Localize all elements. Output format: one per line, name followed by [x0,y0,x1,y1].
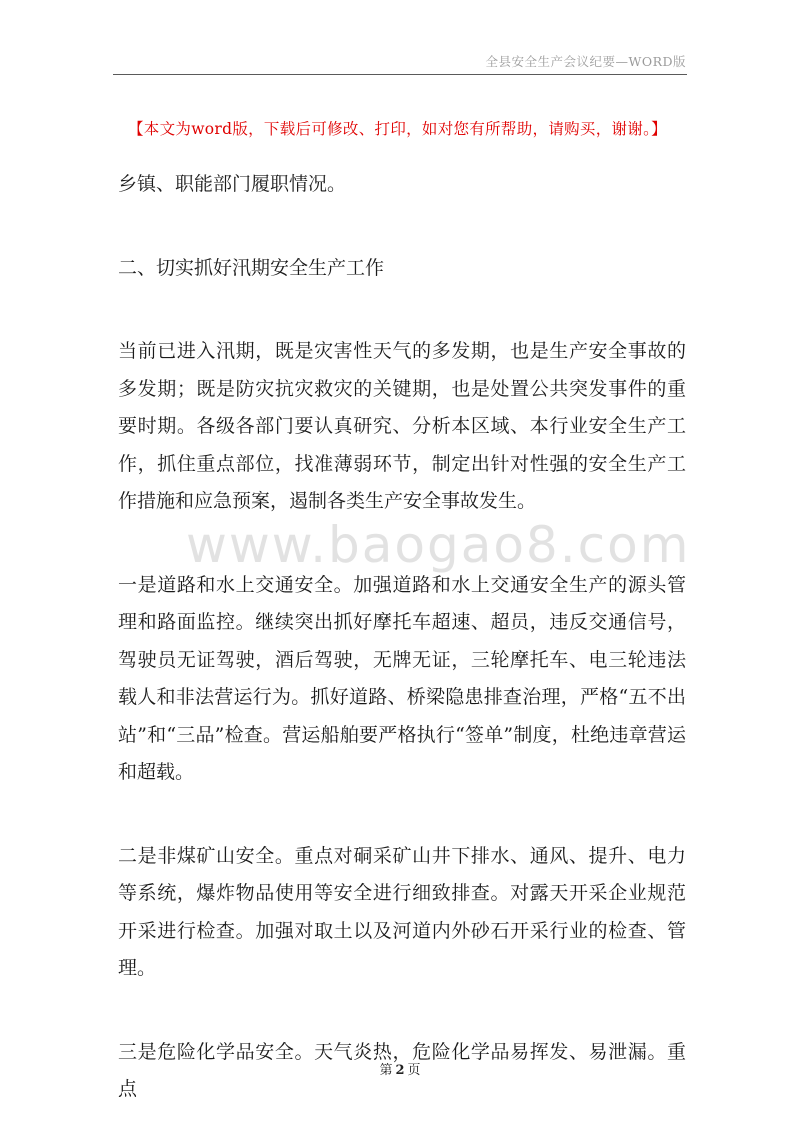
paragraph-chemical-safety: 三是危险化学品安全。天气炎热，危险化学品易挥发、易泄漏。重点 [118,1040,686,1100]
paragraph-flood-season: 当前已进入汛期，既是灾害性天气的多发期，也是生产安全事故的多发期；既是防灾抗灾救灾的关键期，也是处置公共突发事件的重要时期。各级各部门要认真研究、分析本区域、本行业安全生产工作，抓住重点部位，找准薄弱环节，制定出针对性强的安全生产工作措施和应急预案，遏制各类生产安全事故发生。 [118,340,686,512]
footer-prefix: 第 [379,1063,393,1078]
paragraph-traffic-safety: 一是道路和水上交通安全。加强道路和水上交通安全生产的源头管理和路面监控。继续突出抓好摩托车超速、超员，违反交通信号，驾驶员无证驾驶，酒后驾驶，无牌无证，三轮摩托车、电三轮违法载人和非法营运行为。抓好道路、桥梁隐患排查治理，严格“五不出站”和“三品”检查。营运船舶要严格执行“签单”制度，杜绝违章营运和超载。 [118,573,686,783]
footer-suffix: 页 [407,1063,421,1078]
section-heading: 二、切实抓好汛期安全生产工作 [118,256,385,279]
document-body [118,166,686,1109]
running-header: 全县安全生产会议纪要—WORD版 [485,54,686,69]
watermark: www.baogao8.com [186,516,691,574]
paragraph-continuation: 乡镇、职能部门履职情况。 [118,173,347,195]
page-footer [0,1059,800,1078]
page-number: 2 [395,1063,405,1078]
paragraph-mine-safety: 二是非煤矿山安全。重点对硐采矿山井下排水、通风、提升、电力等系统，爆炸物品使用等安全进行细致排查。对露天开采企业规范开采进行检查。加强对取土以及河道内外砂石开采行业的检查、管理。 [118,844,686,979]
header-divider [113,74,687,75]
purchase-notice: 【本文为word版，下载后可修改、打印，如对您有所帮助，请购买，谢谢。】 [128,120,667,138]
